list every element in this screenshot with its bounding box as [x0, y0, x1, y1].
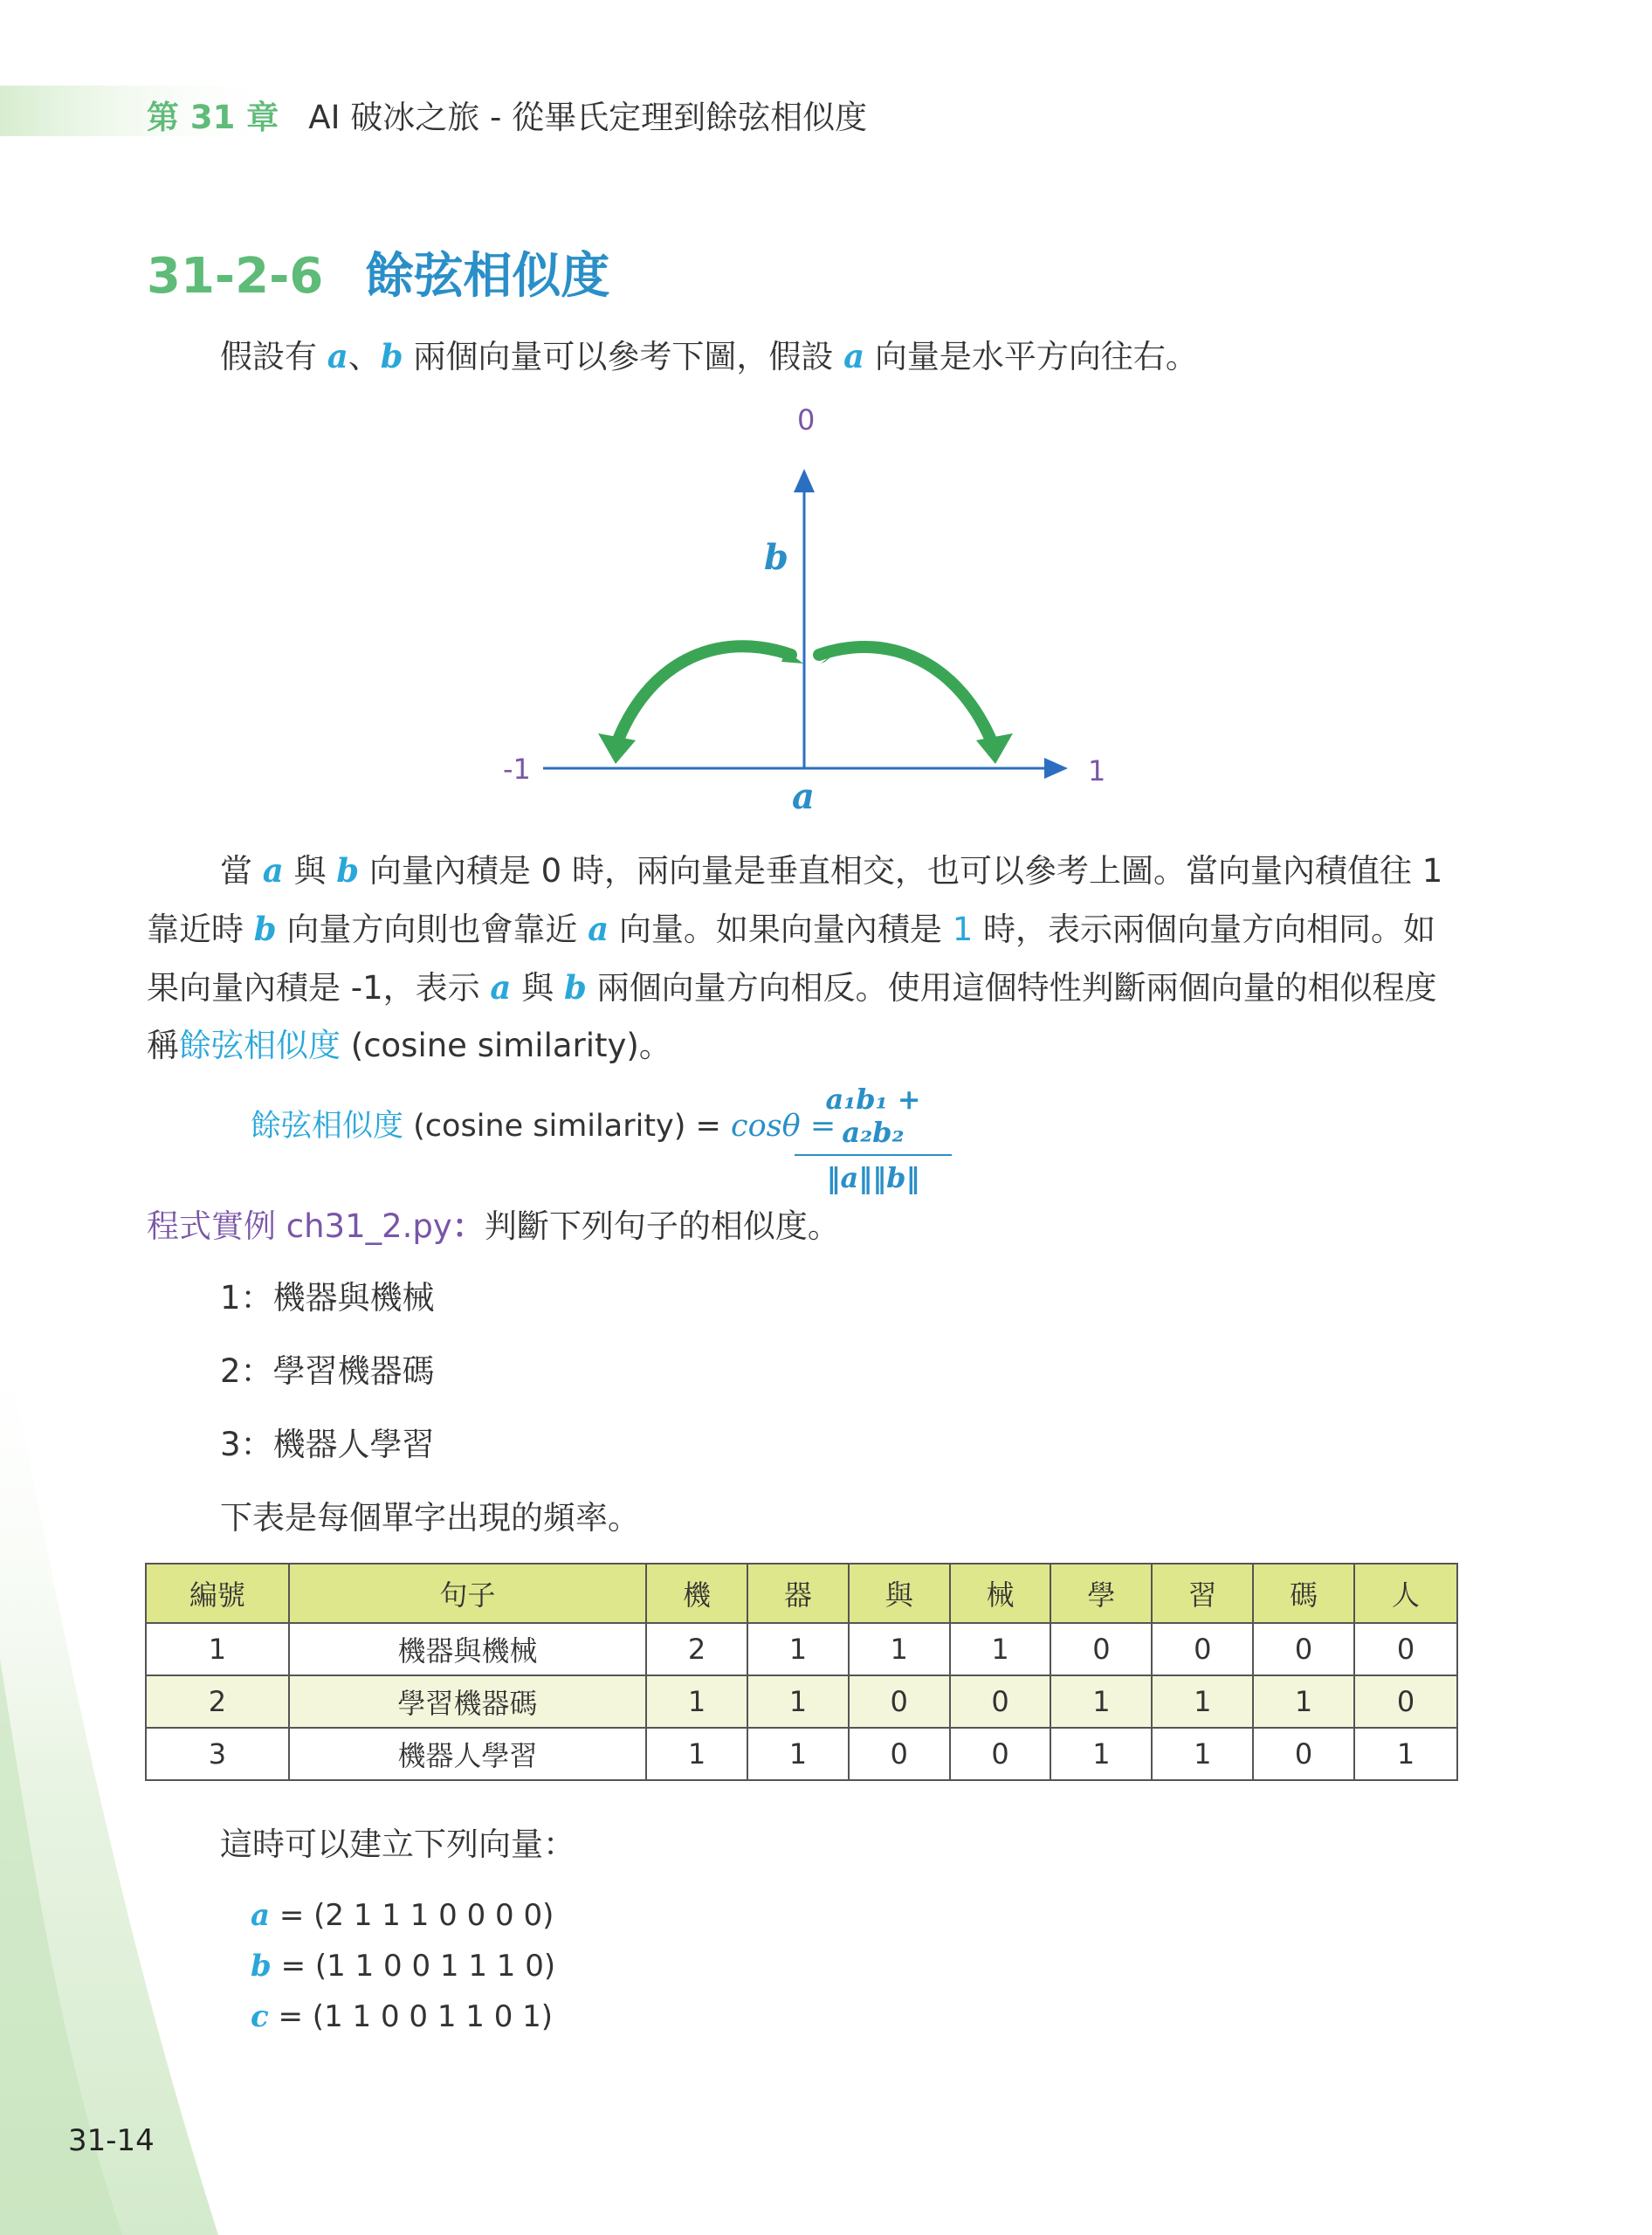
text: 向量。如果向量內積是 [609, 911, 953, 948]
formula-numerator: a₁b₁ + a₂b₂ [825, 1083, 921, 1149]
text: 當 [220, 852, 263, 890]
text: 與 [283, 852, 337, 890]
text: 時，表示兩個向量方向相同。如果向量內積是 -1，表示 [147, 911, 1435, 1007]
text: 兩個向量可以參考下圖，假設 [403, 338, 844, 375]
right-arc-arrow [819, 647, 994, 746]
header-cell: 械 [950, 1564, 1051, 1623]
vector-name: b [251, 1949, 272, 1984]
header-cell: 句子 [289, 1564, 646, 1623]
table-cell: 1 [1354, 1728, 1457, 1780]
header-cell: 器 [747, 1564, 849, 1623]
table-cell: 0 [1152, 1623, 1253, 1675]
section-title: 餘弦相似度 [365, 248, 610, 305]
table-header-row [146, 1564, 1457, 1623]
table-cell: 3 [146, 1728, 289, 1780]
intro-text [220, 330, 1198, 377]
table-cell: 1 [747, 1728, 849, 1780]
text: 、 [348, 338, 381, 375]
var-a: a [327, 337, 348, 375]
table-cell: 1 [1050, 1675, 1152, 1728]
table-cell: 0 [1253, 1728, 1354, 1780]
table-cell: 0 [950, 1728, 1051, 1780]
table-cell: 1 [1152, 1675, 1253, 1728]
page-number: 31-14 [68, 2123, 155, 2158]
chapter-label: 第 31 章 [147, 99, 279, 136]
vectors-intro: 這時可以建立下列向量： [220, 1826, 575, 1863]
table-row [146, 1675, 1457, 1728]
vector-b [251, 1949, 555, 1984]
table-cell: 0 [1050, 1623, 1152, 1675]
table-cell: 學習機器碼 [289, 1675, 646, 1728]
vector-value: = (1 1 0 0 1 1 0 1) [268, 1999, 554, 2034]
table-cell: 0 [1354, 1623, 1457, 1675]
table-cell: 1 [146, 1623, 289, 1675]
table-cell: 0 [849, 1728, 950, 1780]
fraction-bar [795, 1154, 952, 1156]
table-cell: 1 [1050, 1728, 1152, 1780]
section-number: 31-2-6 [147, 248, 324, 305]
header-cell: 碼 [1253, 1564, 1354, 1623]
frequency-table [145, 1563, 1458, 1781]
running-header [147, 91, 867, 138]
sentence-2: 2：學習機器碼 [220, 1352, 435, 1390]
formula-fraction [795, 1083, 952, 1194]
example-label: 程式實例 ch31_2.py [147, 1207, 452, 1245]
table-cell: 1 [646, 1675, 747, 1728]
example-colon: ： [451, 1207, 485, 1245]
b-label: b [764, 537, 788, 578]
formula-lhs: cosθ = [730, 1109, 836, 1144]
text: 兩個向量方向相反。使用這個特性判斷兩個向量的相似程度稱 [147, 969, 1437, 1064]
example-desc: 判斷下列句子的相似度。 [484, 1207, 840, 1245]
table-cell: 2 [146, 1675, 289, 1728]
vector-name: a [251, 1898, 271, 1933]
vector-diagram [472, 402, 1135, 821]
right-label: 1 [1088, 754, 1106, 787]
var-b: b [253, 910, 277, 948]
table-cell: 1 [747, 1675, 849, 1728]
table-cell: 2 [646, 1623, 747, 1675]
text: 向量方向則也會靠近 [276, 911, 589, 948]
text: 假設有 [220, 338, 327, 375]
header-cell: 與 [849, 1564, 950, 1623]
var-a: a [843, 337, 865, 375]
table-cell: 0 [1354, 1675, 1457, 1728]
left-label: -1 [503, 753, 531, 786]
table-cell: 1 [849, 1623, 950, 1675]
left-arrowhead [598, 733, 636, 764]
value-one: 1 [952, 911, 974, 948]
var-b: b [336, 851, 360, 890]
var-a: a [588, 910, 609, 948]
formula-denominator: ‖a‖‖b‖ [826, 1161, 920, 1194]
header-cell: 習 [1152, 1564, 1253, 1623]
table-row [146, 1623, 1457, 1675]
vector-value: = (2 1 1 1 0 0 0 0) [270, 1898, 554, 1933]
header-cell: 機 [646, 1564, 747, 1623]
sentence-3: 3：機器人學習 [220, 1426, 435, 1463]
vector-a [251, 1898, 554, 1933]
text: (cosine similarity)。 [341, 1027, 671, 1064]
vector-name: c [251, 1999, 269, 2034]
left-arc-arrow [616, 646, 791, 746]
var-b: b [563, 968, 587, 1007]
table-cell: 1 [950, 1623, 1051, 1675]
header-cell: 編號 [146, 1564, 289, 1623]
vector-c [251, 1999, 553, 2034]
table-cell: 0 [1253, 1623, 1354, 1675]
var-a: a [490, 968, 512, 1007]
table-row [146, 1728, 1457, 1780]
formula-text: (cosine similarity) = [403, 1109, 731, 1144]
header-cell: 學 [1050, 1564, 1152, 1623]
text: 與 [511, 969, 564, 1007]
example-heading [147, 1200, 840, 1247]
table-cell: 1 [747, 1623, 849, 1675]
section-heading [147, 237, 609, 307]
header-cell: 人 [1354, 1564, 1457, 1623]
table-intro: 下表是每個單字出現的頻率。 [220, 1499, 640, 1537]
var-b: b [380, 337, 403, 375]
table-cell: 1 [1152, 1728, 1253, 1780]
formula-line [251, 1102, 836, 1145]
chapter-title: AI 破冰之旅 - 從畢氏定理到餘弦相似度 [308, 99, 868, 136]
sentence-1: 1：機器與機械 [220, 1279, 435, 1317]
vector-value: = (1 1 0 0 1 1 1 0) [271, 1949, 556, 1984]
top-label: 0 [797, 403, 816, 437]
text: 向量內積是 0 時，兩向量是垂直相交，也可以參考上圖。當向量內積值往 1 靠近時 [147, 852, 1443, 948]
table-cell: 0 [849, 1675, 950, 1728]
a-label: a [792, 776, 815, 817]
table-cell: 1 [646, 1728, 747, 1780]
right-arrowhead [976, 733, 1013, 764]
formula-term: 餘弦相似度 [251, 1109, 404, 1144]
table-cell: 機器與機械 [289, 1623, 646, 1675]
text: 向量是水平方向往右。 [864, 338, 1198, 375]
table-cell: 機器人學習 [289, 1728, 646, 1780]
table-cell: 1 [1253, 1675, 1354, 1728]
term-cosine-similarity: 餘弦相似度 [179, 1027, 341, 1064]
table-cell: 0 [950, 1675, 1051, 1728]
var-a: a [262, 851, 284, 890]
explanation-paragraph [147, 842, 1465, 1075]
